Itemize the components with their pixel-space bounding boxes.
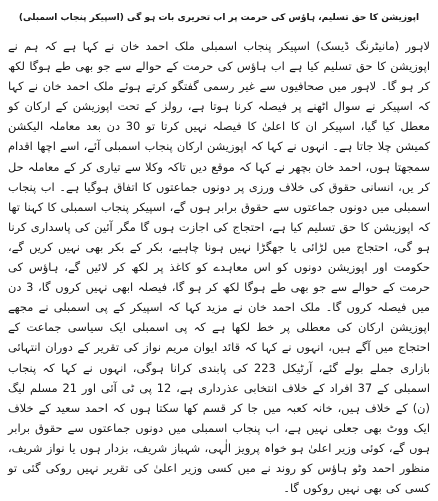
article-headline: اپوزیشن کا حق تسلیم، ہاؤس کی حرمت پر اب تحریری بات ہو گی (اسپیکر پنجاب اسمبلی): [18, 13, 420, 23]
article-body: لاہور (مانیٹرنگ ڈیسک) اسپیکر پنجاب اسمبلی ملک احمد خان نے کہا ہے کہ ہم نے اپوزیشن کا حق تسلیم کیا ہے اب ہاؤس کی حرمت کے حوالے سے جو بھی طے ہوگا لکھ کر ہو گا۔ لاہور میں صحافیوں سے غیر رسمی گفتگو کرتے ہوئے ملک احمد خان نے کہا کہ اسپیکر نے سوال اٹھنے پر فیصلہ کرنا ہوتا ہے، رولز کے تحت اپوزیشن کے ارکان کو معطل کیا گیا، اسپیکر ان کا اعلیٰ کا فیصلہ نہیں کرتا تو 30 دن بعد معاملہ الیکشن کمیشن چلا جاتا ہے۔ انہوں نے کہا کہ اپوزیشن ارکان پنجاب اسمبلی آئے، اسے اچھا اقدام سمجھتا ہوں، احمد خان بچھر نے کہا کہ موقع دیں تاکہ وکلا سے تیاری کر کے معاملہ حل کر یں، انسانی حقوق کی خلاف ورزی پر دونوں جماعتوں کا اتفاق ہوگیا ہے۔ اب پنجاب اسمبلی میں دونوں جماعتوں سے حقوق برابر ہوں گے، اسپیکر پنجاب اسمبلی کا کہنا تھا کہ اپوزیشن کا حق تسلیم کیا ہے، احتجاج کی اجازت ہوں گا مگر آئین کی پاسداری کرنا ہو گی، احتجاج میں لڑائی یا جھگڑا نہیں ہونا چاہیے، بکر کے بکر بھی نہیں کریں گے، حکومت اور اپوزیشن دونوں کو اس معاہدے کو کاغذ پر لکھ کر لائیں گے، ہاؤس کی حرمت کے حوالے سے جو بھی طے ہوگا لکھ کر ہو گا، فیصلہ ابھی نہیں کروں گا، 3 دن میں فیصلہ کروں گا۔ ملک احمد خان نے مزید کہا کہ اسپیکر کے پی اسمبلی نے مجھے اپوزیشن ارکان کی معطلی پر خط لکھا ہے کہ پی اسمبلی ایک سیاسی جماعت کے احتجاج میں آگے ہیں، انہوں نے کہا کہ قائد ایوان مریم نواز کی تقریر کے دوران انتہائی بازاری جملے بولے گئے، آرٹیکل 223 کی پابندی کرانا ہوگی، انہوں نے کہا کہ پنجاب اسمبلی کے 37 افراد کے خلاف انتخابی عذرداری ہے، 12 پی ٹی آئی اور 21 مسلم لیگ (ن) کے خلاف ہیں، خانہ کعبہ میں جا کر قسم کھا سکتا ہوں کہ احمد سعید کے خلاف ایک ووٹ بھی جعلی نہیں ہے، اب پنجاب اسمبلی میں دونوں جماعتوں سے حقوق برابر ہوں گے، کوئی وزیر اعلیٰ ہو خواہ پرویز الٰہی، شہباز شریف، بزدار ہوں یا نواز شریف، منظور احمد وٹو ہاؤس کو روند نے میں کسی وزیر اعلیٰ کی تقریر نہیں روکی گئی تو کسی کی بھی نہیں روکوں گا۔: [8, 39, 431, 496]
